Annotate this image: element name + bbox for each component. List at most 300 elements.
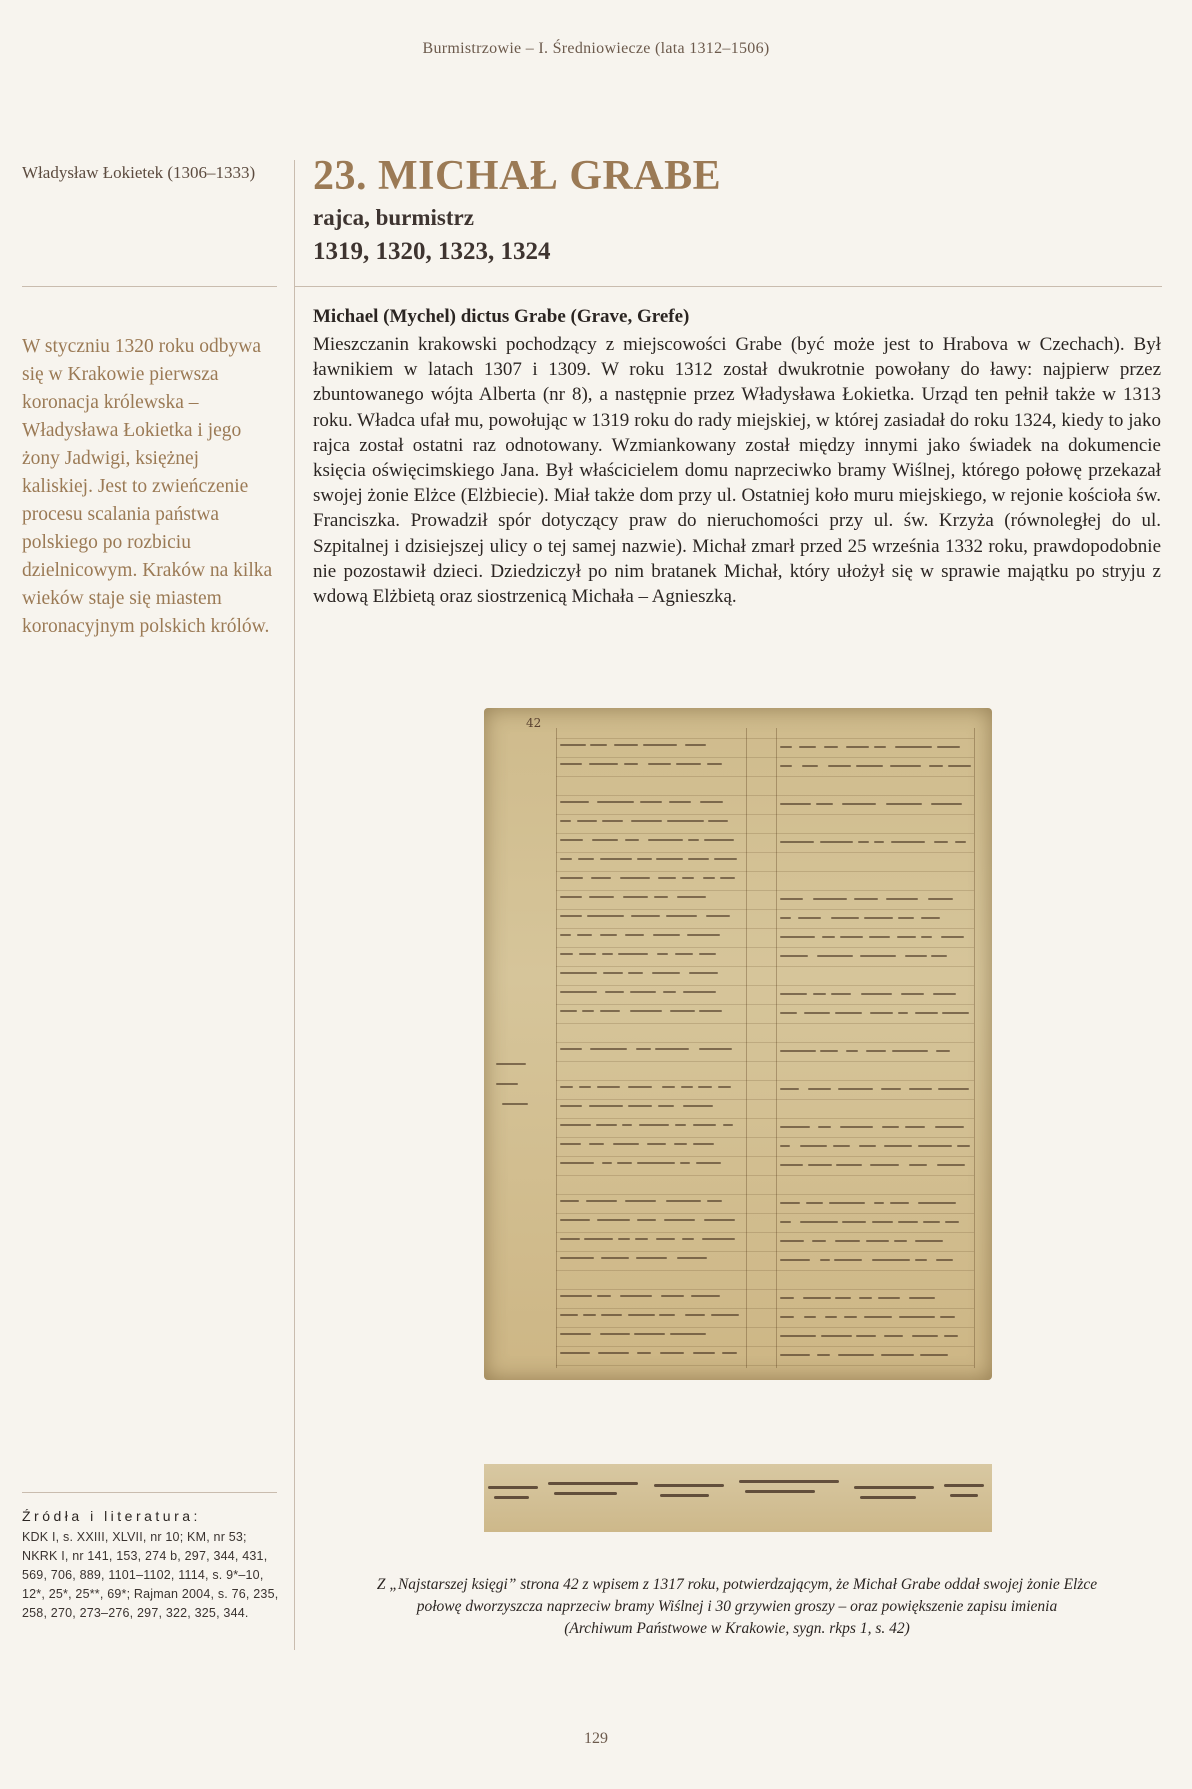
enlarged-handwriting <box>554 1492 617 1495</box>
manuscript-ruling <box>556 1232 974 1233</box>
manuscript-handwriting <box>603 972 623 974</box>
manuscript-handwriting <box>835 1240 860 1242</box>
manuscript-handwriting <box>812 1240 826 1242</box>
manuscript-handwriting <box>560 953 573 955</box>
manuscript-handwriting <box>560 972 597 974</box>
manuscript-handwriting <box>846 1050 858 1052</box>
folio-number: 42 <box>526 716 542 730</box>
manuscript-handwriting <box>589 1105 623 1107</box>
manuscript-ruling <box>556 1346 974 1347</box>
manuscript-handwriting <box>878 1297 900 1299</box>
manuscript-handwriting <box>898 917 914 919</box>
manuscript-handwriting <box>630 991 656 993</box>
manuscript-handwriting <box>813 993 825 995</box>
manuscript-ruling <box>556 1213 974 1214</box>
manuscript-handwriting <box>800 1145 827 1147</box>
manuscript-handwriting <box>628 1314 655 1316</box>
manuscript-handwriting <box>618 953 648 955</box>
manuscript-handwriting <box>780 993 807 995</box>
manuscript-handwriting <box>578 858 594 860</box>
manuscript-handwriting <box>720 877 735 879</box>
manuscript-handwriting <box>666 1200 701 1202</box>
manuscript-handwriting <box>780 917 791 919</box>
figure-caption <box>313 1574 1161 1640</box>
manuscript-handwriting <box>780 1316 794 1318</box>
manuscript-handwriting <box>780 1354 810 1356</box>
manuscript-handwriting <box>835 1012 861 1014</box>
manuscript-handwriting <box>780 746 792 748</box>
manuscript-handwriting <box>598 1352 629 1354</box>
manuscript-handwriting <box>780 1145 790 1147</box>
manuscript-handwriting <box>683 991 716 993</box>
manuscript-ruling <box>556 833 974 834</box>
manuscript-handwriting <box>597 1219 630 1221</box>
manuscript-handwriting <box>838 1088 873 1090</box>
manuscript-handwriting <box>828 765 851 767</box>
enlarged-handwriting <box>654 1484 724 1487</box>
manuscript-handwriting <box>813 898 848 900</box>
manuscript-handwriting <box>941 936 964 938</box>
manuscript-handwriting <box>675 1124 686 1126</box>
manuscript-handwriting <box>560 744 586 746</box>
manuscript-ruling <box>556 985 974 986</box>
manuscript-handwriting <box>636 1257 667 1259</box>
manuscript-ruling <box>556 1270 974 1271</box>
manuscript-handwriting <box>560 1048 582 1050</box>
manuscript-handwriting <box>577 934 592 936</box>
manuscript-handwriting <box>804 1012 830 1014</box>
manuscript-handwriting <box>874 1202 884 1204</box>
manuscript-margin-note <box>496 1063 526 1065</box>
manuscript-handwriting <box>589 1143 604 1145</box>
manuscript-handwriting <box>560 820 571 822</box>
manuscript-handwriting <box>704 1219 735 1221</box>
manuscript-handwriting <box>628 1086 653 1088</box>
manuscript-handwriting <box>899 1316 935 1318</box>
manuscript-handwriting <box>884 1335 904 1337</box>
manuscript-handwriting <box>637 1352 651 1354</box>
manuscript-handwriting <box>799 746 816 748</box>
manuscript-handwriting <box>639 1124 669 1126</box>
manuscript-handwriting <box>780 841 814 843</box>
manuscript-handwriting <box>835 1297 851 1299</box>
manuscript-handwriting <box>874 841 885 843</box>
manuscript-handwriting <box>817 1354 830 1356</box>
manuscript-ruling <box>556 814 974 815</box>
manuscript-handwriting <box>703 877 715 879</box>
manuscript-handwriting <box>706 915 730 917</box>
manuscript-handwriting <box>831 917 859 919</box>
manuscript-handwriting <box>688 839 699 841</box>
entry-title: 23. MICHAŁ GRABE <box>313 153 722 199</box>
manuscript-handwriting <box>780 898 803 900</box>
manuscript-ruling <box>556 1080 974 1081</box>
manuscript-handwriting <box>596 1124 617 1126</box>
enlarged-handwriting <box>739 1480 839 1483</box>
manuscript-ruling <box>556 1004 974 1005</box>
manuscript-ruling <box>556 1137 974 1138</box>
manuscript-handwriting <box>693 1352 715 1354</box>
manuscript-handwriting <box>804 1316 816 1318</box>
manuscript-handwriting <box>822 936 834 938</box>
manuscript-handwriting <box>957 1145 971 1147</box>
manuscript-ruling <box>556 1118 974 1119</box>
manuscript-handwriting <box>625 934 644 936</box>
manuscript-handwriting <box>869 936 890 938</box>
manuscript-handwriting <box>955 841 966 843</box>
entry-alias: Michael (Mychel) dictus Grabe (Grave, Grefe) <box>313 306 690 327</box>
manuscript-handwriting <box>560 858 572 860</box>
manuscript-handwriting <box>560 934 571 936</box>
manuscript-handwriting <box>659 1314 675 1316</box>
manuscript-handwriting <box>636 1048 651 1050</box>
manuscript-handwriting <box>780 936 815 938</box>
manuscript-handwriting <box>560 896 582 898</box>
manuscript-handwriting <box>602 953 613 955</box>
manuscript-handwriting <box>824 746 838 748</box>
manuscript-handwriting <box>818 1126 830 1128</box>
manuscript-ruling <box>556 1023 974 1024</box>
manuscript-handwriting <box>856 1335 876 1337</box>
manuscript-handwriting <box>870 1012 894 1014</box>
manuscript-handwriting <box>838 1354 874 1356</box>
manuscript-ruling <box>556 776 974 777</box>
manuscript-handwriting <box>931 955 947 957</box>
manuscript-ruling <box>556 1289 974 1290</box>
manuscript-handwriting <box>600 1333 629 1335</box>
manuscript-handwriting <box>622 1124 632 1126</box>
manuscript-handwriting <box>821 1335 852 1337</box>
manuscript-handwriting <box>605 991 624 993</box>
manuscript-handwriting <box>602 1162 612 1164</box>
manuscript-handwriting <box>780 1297 794 1299</box>
manuscript-ruling <box>556 852 974 853</box>
manuscript-handwriting <box>648 763 670 765</box>
manuscript-handwriting <box>677 896 706 898</box>
manuscript-handwriting <box>685 1314 705 1316</box>
manuscript-handwriting <box>858 841 869 843</box>
entry-biography: Mieszczanin krakowski pochodzący z miejscowości Grabe (być może jest to Hrabova w Czechach). Był ławnikiem w latach 1307 i 1309. W roku 1312 został dwukrotnie powołany do ławy: najpierw przez zbuntowanego wójta Alberta (nr 8), a następnie przez Władysława Łokietka. Urząd ten pełnił także w 1313 roku. Władca ufał mu, powołując w 1319 roku do rady miejskiej, w której zasiadał do roku 1324, kiedy to jako rajca został ostatni raz odnotowany. Wzmiankowany został między innymi jako świadek na dokumencie księcia oświęcimskiego Jana. Był właścicielem domu naprzeciwko bramy Wiślnej, którego połowę przekazał swojej żonie Elżce (Elżbiecie). Miał także dom przy ul. Ostatniej koło muru miejskiego, w rejonie kościoła św. Franciszka. Prowadził spór dotyczący praw do nieruchomości przy ul. św. Krzyża (równoległej do ul. Szpitalnej i dzisiejszej ulicy o tej samej nazwie). Michał zmarł przed 25 września 1332 roku, prawdopodobnie nie pozostawił dzieci. Dziedziczył po nim bratanek Michał, który ułożył się w sprawie majątku po stryju z wdową Elżbietą oraz siostrzenicą Michała – Agnieszką. <box>313 334 1161 608</box>
manuscript-handwriting <box>683 1105 712 1107</box>
manuscript-handwriting <box>840 936 864 938</box>
manuscript-ruling <box>556 1099 974 1100</box>
manuscript-handwriting <box>560 915 582 917</box>
manuscript-handwriting <box>560 1200 579 1202</box>
manuscript-handwriting <box>560 801 589 803</box>
enlarged-handwriting <box>488 1486 538 1489</box>
manuscript-handwriting <box>675 953 693 955</box>
page-number: 129 <box>584 1730 608 1747</box>
manuscript-handwriting <box>584 1238 613 1240</box>
manuscript-handwriting <box>648 839 683 841</box>
manuscript-handwriting <box>711 1314 739 1316</box>
manuscript-ruling <box>556 890 974 891</box>
manuscript-handwriting <box>780 1088 799 1090</box>
manuscript-handwriting <box>780 1240 804 1242</box>
manuscript-handwriting <box>937 1164 966 1166</box>
manuscript-handwriting <box>693 1143 714 1145</box>
manuscript-handwriting <box>680 1162 691 1164</box>
manuscript-handwriting <box>560 1162 594 1164</box>
manuscript-handwriting <box>780 1335 816 1337</box>
manuscript-handwriting <box>630 1010 663 1012</box>
manuscript-ruling <box>556 1194 974 1195</box>
manuscript-handwriting <box>861 993 892 995</box>
manuscript-handwriting <box>808 1088 831 1090</box>
manuscript-handwriting <box>560 1257 594 1259</box>
manuscript-handwriting <box>707 763 721 765</box>
manuscript-handwriting <box>895 746 932 748</box>
manuscript-handwriting <box>660 1352 684 1354</box>
manuscript-handwriting <box>682 1238 694 1240</box>
manuscript-handwriting <box>602 820 623 822</box>
manuscript-handwriting <box>631 820 662 822</box>
manuscript-handwriting <box>582 1010 593 1012</box>
manuscript-handwriting <box>613 1143 639 1145</box>
caption-line-1: Z „Najstarszej księgi” strona 42 z wpisem z 1317 roku, potwierdzającym, że Michał Grabe oddał swojej żonie Elżce <box>376 1576 1098 1593</box>
manuscript-handwriting <box>842 1221 865 1223</box>
enlarged-handwriting <box>860 1496 916 1499</box>
manuscript-handwriting <box>560 1295 592 1297</box>
manuscript-ruling <box>556 909 974 910</box>
manuscript-handwriting <box>587 915 624 917</box>
manuscript-handwriting <box>931 803 962 805</box>
manuscript-handwriting <box>780 1012 797 1014</box>
manuscript-handwriting <box>685 744 707 746</box>
manuscript-handwriting <box>723 1124 733 1126</box>
manuscript-handwriting <box>817 955 854 957</box>
enlarged-handwriting <box>494 1496 529 1499</box>
manuscript-handwriting <box>560 1010 577 1012</box>
manuscript-handwriting <box>708 820 728 822</box>
manuscript-handwriting <box>592 839 618 841</box>
manuscript-handwriting <box>872 1259 910 1261</box>
manuscript-handwriting <box>894 1240 907 1242</box>
manuscript-handwriting <box>920 1354 947 1356</box>
manuscript-handwriting <box>856 765 883 767</box>
manuscript-handwriting <box>836 1164 862 1166</box>
manuscript-handwriting <box>689 972 719 974</box>
manuscript-handwriting <box>666 915 697 917</box>
manuscript-handwriting <box>617 1162 632 1164</box>
manuscript-handwriting <box>780 1164 803 1166</box>
manuscript-handwriting <box>938 1088 970 1090</box>
manuscript-column-rule <box>556 728 557 1368</box>
manuscript-handwriting <box>591 877 610 879</box>
manuscript-ruling <box>556 1061 974 1062</box>
manuscript-handwriting <box>892 1050 929 1052</box>
manuscript-handwriting <box>669 801 691 803</box>
manuscript-handwriting <box>864 1316 892 1318</box>
manuscript-handwriting <box>912 1335 938 1337</box>
manuscript-handwriting <box>820 841 853 843</box>
manuscript-handwriting <box>560 1219 590 1221</box>
manuscript-handwriting <box>658 1105 674 1107</box>
manuscript-handwriting <box>579 953 595 955</box>
left-divider <box>22 286 277 287</box>
manuscript-handwriting <box>590 1048 627 1050</box>
caption-line-2: połowę dworzyszcza naprzeciw bramy Wiślnej i 30 grzywien groszy – oraz powiększenie zapisu imienia <box>416 1598 1058 1615</box>
manuscript-handwriting <box>560 1352 590 1354</box>
manuscript-handwriting <box>667 820 704 822</box>
manuscript-handwriting <box>637 1219 655 1221</box>
sources-heading: Źródła i literatura: <box>22 1508 201 1524</box>
manuscript-handwriting <box>918 1145 952 1147</box>
manuscript-handwriting <box>933 993 955 995</box>
manuscript-handwriting <box>625 839 639 841</box>
manuscript-handwriting <box>663 991 676 993</box>
manuscript-handwriting <box>597 1086 621 1088</box>
enlarged-handwriting <box>950 1494 978 1497</box>
manuscript-handwriting <box>696 1162 722 1164</box>
manuscript-handwriting <box>909 1088 932 1090</box>
column-divider <box>294 160 295 1650</box>
manuscript-handwriting <box>652 972 679 974</box>
manuscript-handwriting <box>898 1012 908 1014</box>
manuscript-ruling <box>556 1365 974 1366</box>
manuscript-handwriting <box>707 1200 722 1202</box>
manuscript-handwriting <box>915 1012 938 1014</box>
manuscript-handwriting <box>662 1086 675 1088</box>
manuscript-handwriting <box>681 1086 693 1088</box>
manuscript-handwriting <box>698 1086 712 1088</box>
manuscript-handwriting <box>560 763 582 765</box>
manuscript-handwriting <box>560 1105 582 1107</box>
manuscript-handwriting <box>624 763 639 765</box>
manuscript-handwriting <box>640 801 662 803</box>
manuscript-handwriting <box>657 953 668 955</box>
manuscript-handwriting <box>866 1050 886 1052</box>
manuscript-handwriting <box>935 1126 964 1128</box>
enlarged-handwriting <box>854 1486 934 1489</box>
historical-sidenote: W styczniu 1320 roku odbywa się w Krakowie pierwsza koronacja królewska – Władysława Łokietka i jego żony Jadwigi, księżnej kaliskiej. Jest to zwieńczenie procesu scalania państwa polskiego po rozbiciu dzielnicowym. Kraków na kilka wieków staje się miastem koronacyjnym polskich królów. <box>22 336 273 637</box>
manuscript-handwriting <box>597 801 634 803</box>
manuscript-handwriting <box>656 858 683 860</box>
manuscript-handwriting <box>601 1257 629 1259</box>
manuscript-handwriting <box>808 1164 832 1166</box>
manuscript-handwriting <box>597 1295 610 1297</box>
manuscript-handwriting <box>854 898 878 900</box>
manuscript-handwriting <box>634 1333 664 1335</box>
manuscript-handwriting <box>816 803 834 805</box>
manuscript-handwriting <box>897 936 916 938</box>
manuscript-handwriting <box>670 1333 706 1335</box>
manuscript-handwriting <box>560 1238 580 1240</box>
manuscript-handwriting <box>780 765 792 767</box>
manuscript-handwriting <box>829 1202 865 1204</box>
manuscript-handwriting <box>628 972 642 974</box>
manuscript-handwriting <box>881 1088 901 1090</box>
manuscript-handwriting <box>656 1238 675 1240</box>
manuscript-handwriting <box>699 1010 722 1012</box>
manuscript-handwriting <box>833 1145 850 1147</box>
manuscript-handwriting <box>945 1221 959 1223</box>
manuscript-handwriting <box>583 1314 596 1316</box>
manuscript-handwriting <box>670 1010 695 1012</box>
manuscript-handwriting <box>600 1010 620 1012</box>
manuscript-handwriting <box>653 934 680 936</box>
manuscript-handwriting <box>831 993 852 995</box>
manuscript-handwriting <box>901 993 924 995</box>
manuscript-ruling <box>556 738 974 739</box>
manuscript-ruling <box>556 1156 974 1157</box>
manuscript-handwriting <box>688 858 709 860</box>
manuscript-handwriting <box>620 877 650 879</box>
manuscript-handwriting <box>601 1314 622 1316</box>
manuscript-handwriting <box>891 841 924 843</box>
manuscript-handwriting <box>921 936 933 938</box>
manuscript-margin-note <box>496 1083 518 1085</box>
manuscript-handwriting <box>589 763 618 765</box>
manuscript-handwriting <box>918 1202 956 1204</box>
manuscript-handwriting <box>942 1012 969 1014</box>
manuscript-handwriting <box>921 917 940 919</box>
manuscript-handwriting <box>780 1202 800 1204</box>
main-divider <box>294 286 1162 287</box>
manuscript-handwriting <box>664 1219 695 1221</box>
manuscript-handwriting <box>909 1164 928 1166</box>
manuscript-handwriting <box>628 1105 652 1107</box>
enlarged-handwriting <box>548 1482 638 1485</box>
entry-years: 1319, 1320, 1323, 1324 <box>313 238 551 265</box>
manuscript-handwriting <box>704 839 734 841</box>
manuscript-handwriting <box>647 1143 667 1145</box>
manuscript-handwriting <box>936 1050 950 1052</box>
enlarged-handwriting <box>660 1494 709 1497</box>
manuscript-handwriting <box>674 1143 687 1145</box>
manuscript-handwriting <box>661 1295 684 1297</box>
manuscript-ruling <box>556 966 974 967</box>
manuscript-ruling <box>556 1327 974 1328</box>
manuscript-handwriting <box>884 1145 912 1147</box>
manuscript-ruling <box>556 871 974 872</box>
manuscript-handwriting <box>722 1352 737 1354</box>
manuscript-handwriting <box>700 801 723 803</box>
manuscript-handwriting <box>780 803 811 805</box>
manuscript-handwriting <box>637 1162 675 1164</box>
manuscript-handwriting <box>643 744 678 746</box>
manuscript-ruling <box>556 947 974 948</box>
manuscript-handwriting <box>846 746 870 748</box>
manuscript-handwriting <box>842 803 876 805</box>
manuscript-handwriting <box>840 1126 872 1128</box>
manuscript-margin-note <box>502 1103 528 1105</box>
manuscript-handwriting <box>859 1297 872 1299</box>
manuscript-column-rule <box>776 728 777 1368</box>
manuscript-handwriting <box>631 915 659 917</box>
manuscript-handwriting <box>560 991 597 993</box>
manuscript-handwriting <box>929 765 943 767</box>
manuscript-handwriting <box>560 1143 581 1145</box>
manuscript-handwriting <box>934 841 948 843</box>
manuscript-handwriting <box>560 877 583 879</box>
manuscript-handwriting <box>886 898 918 900</box>
manuscript-handwriting <box>803 1297 832 1299</box>
manuscript-handwriting <box>577 820 597 822</box>
manuscript-handwriting <box>890 765 921 767</box>
manuscript-handwriting <box>882 1126 898 1128</box>
manuscript-handwriting <box>874 746 885 748</box>
manuscript-handwriting <box>923 1221 940 1223</box>
manuscript-handwriting <box>590 744 607 746</box>
sources-list: KDK I, s. XXIII, XLVII, nr 10; KM, nr 53; NKRK I, nr 141, 153, 274 b, 297, 344, 431, 569, 706, 889, 1101–1102, 1114, s. 9*–10, 12*, 25*, 25**, 69*; Rajman 2004, s. 76, 235, 258, 270, 273–276, 297, 322, 325, 344. <box>22 1530 279 1620</box>
manuscript-handwriting <box>589 896 614 898</box>
manuscript-handwriting <box>870 1164 899 1166</box>
manuscript-handwriting <box>691 1295 720 1297</box>
manuscript-handwriting <box>802 765 819 767</box>
manuscript-column-rule <box>974 728 975 1368</box>
manuscript-handwriting <box>699 1048 733 1050</box>
